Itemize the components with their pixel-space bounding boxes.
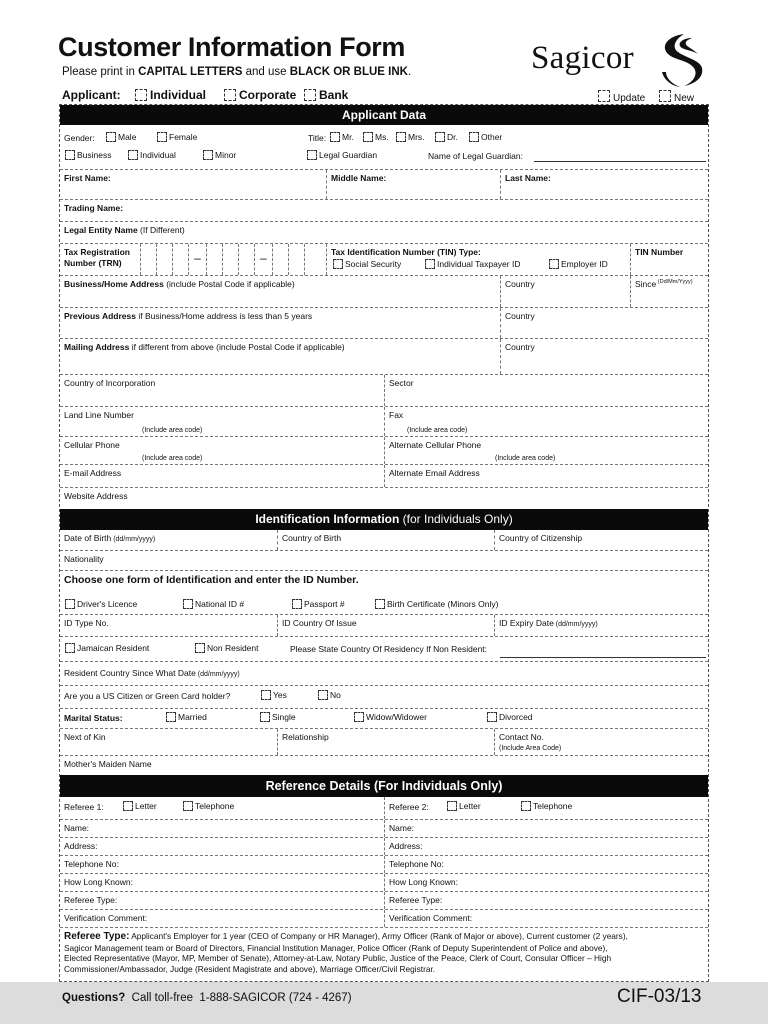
non-resident-option[interactable]: Non Resident — [195, 643, 259, 653]
last-name-field[interactable]: Last Name: — [500, 170, 708, 199]
trn-field[interactable]: Tax Registration Number (TRN) – – — [60, 244, 326, 275]
applicant-type-row — [62, 88, 708, 104]
since-field[interactable]: Since $^{(Dd/Mm/Yyyy)}$ — [630, 276, 708, 307]
id-birth-certificate-option[interactable]: Birth Certificate (Minors Only) — [375, 599, 498, 609]
first-name-field[interactable]: First Name: — [64, 173, 111, 183]
referee-1-telephone-checkbox[interactable] — [183, 801, 193, 811]
title-dr-option[interactable]: Dr. — [435, 132, 458, 142]
tin-social-security-option[interactable]: Social Security — [333, 259, 401, 269]
national-id-checkbox[interactable] — [183, 599, 193, 609]
referee-1-name-field[interactable]: Name: — [64, 823, 90, 833]
dr-checkbox[interactable] — [435, 132, 445, 142]
ms-checkbox[interactable] — [363, 132, 373, 142]
name-row — [60, 169, 708, 199]
update-option[interactable]: Update — [598, 87, 645, 104]
middle-name-field[interactable]: Middle Name: — [326, 170, 500, 199]
referee-1-telephone-option[interactable]: Telephone — [183, 801, 234, 811]
marital-widow-option[interactable]: Widow/Widower — [354, 712, 427, 722]
website-field[interactable]: Website Address — [60, 487, 708, 509]
mailing-address-field[interactable]: Mailing Address if different from above (include Postal Code if applicable) — [64, 342, 345, 352]
applicant-corporate-option[interactable]: Corporate — [224, 88, 296, 102]
referee-1-letter-option[interactable]: Letter — [123, 801, 157, 811]
id-passport-option[interactable]: Passport # — [292, 599, 345, 609]
referee-2-field: Referee 2: Letter Telephone — [384, 797, 708, 819]
sagicor-logo-icon — [654, 32, 706, 88]
marital-divorced-option[interactable]: Divorced — [487, 712, 533, 722]
previous-country-field[interactable]: Country — [500, 308, 708, 338]
type-minor-option[interactable]: Minor — [203, 150, 236, 160]
business-checkbox[interactable] — [65, 150, 75, 160]
referee-1-telephone-field[interactable]: Telephone No: — [64, 859, 119, 869]
form-code: CIF-03/13 — [617, 986, 702, 1007]
referee-2-verification-field[interactable]: Verification Comment: — [384, 910, 708, 927]
referee-1-field: Referee 1: Letter Telephone — [64, 801, 235, 812]
type-business-option[interactable]: Business — [65, 150, 112, 160]
choose-id-heading: Choose one form of Identification and enter the ID Number. — [64, 574, 359, 586]
referee-type-note: Referee Type: Applicant's Employer for 1 year (CEO of Company or HR Manager), Army Officer (Rank of Major or above), Current customer (2 years), Sagicor Management team or Board of Directors, Financial Institution Manager, Police Officer (Rank of Deputy Superintendent of Police and above), Elected Representative (Mayor, MP, Member of Senate), Attorney-at-Law, Notary Public, Justice of the Peace, Clerk of Court, Consular Officer – High Commissioner/Ambassador, Judge (Resident Magistrate and above), Marriage Officer/Civil Registrar. — [60, 927, 708, 981]
residency-row: Jamaican Resident Non Resident Please State Country Of Residency If Non Resident: — [60, 636, 708, 661]
us-citizen-row: Are you a US Citizen or Green Card holder? Yes No — [60, 685, 708, 708]
country-of-residency-field[interactable] — [500, 657, 706, 658]
marital-single-option[interactable]: Single — [260, 712, 296, 722]
resident-since-field[interactable]: Resident Country Since What Date (dd/mm/yyyy) — [60, 661, 708, 685]
alternate-cellular-field[interactable]: Alternate Cellular Phone (Include area code) — [384, 437, 708, 464]
referee-row — [60, 797, 708, 819]
us-citizen-yes-option[interactable]: Yes — [261, 690, 287, 700]
trn-digit-boxes[interactable]: – – — [140, 244, 320, 275]
sagicor-logo-text: Sagicor — [531, 40, 634, 76]
referee-2-how-long-field[interactable]: How Long Known: — [384, 874, 708, 891]
mrs-checkbox[interactable] — [396, 132, 406, 142]
type-individual-option[interactable]: Individual — [128, 150, 176, 160]
relationship-field[interactable]: Relationship — [277, 729, 494, 755]
title-ms-option[interactable]: Ms. — [363, 132, 389, 142]
applicant-label: Applicant: — [62, 88, 121, 102]
update-checkbox[interactable] — [598, 90, 610, 102]
referee-how-long-row — [60, 873, 708, 891]
title-mrs-option[interactable]: Mrs. — [396, 132, 425, 142]
social-security-checkbox[interactable] — [333, 259, 343, 269]
us-citizen-no-option[interactable]: No — [318, 690, 341, 700]
section-applicant-data: Applicant Data — [60, 105, 708, 125]
contact-no-field[interactable]: Contact No. (Include Area Code) — [494, 729, 708, 755]
fax-field[interactable]: Fax (Include area code) — [384, 407, 708, 436]
non-resident-checkbox[interactable] — [195, 643, 205, 653]
new-option[interactable]: New — [659, 87, 694, 104]
form-footer — [0, 982, 768, 1024]
id-details-row — [60, 614, 708, 636]
next-of-kin-row — [60, 728, 708, 755]
referee-name-row — [60, 819, 708, 837]
mothers-maiden-name-field[interactable]: Mother's Maiden Name — [60, 755, 708, 775]
email-field[interactable]: E-mail Address — [64, 468, 122, 478]
married-checkbox[interactable] — [166, 712, 176, 722]
title-mr-option[interactable]: Mr. — [330, 132, 354, 142]
id-country-of-issue-field[interactable]: ID Country Of Issue — [277, 615, 494, 636]
referee-1-verification-field[interactable]: Verification Comment: — [64, 913, 148, 923]
referee-telephone-row — [60, 855, 708, 873]
cellular-phone-field[interactable]: Cellular Phone (Include area code) — [64, 440, 203, 462]
referee-address-row — [60, 837, 708, 855]
employer-id-checkbox[interactable] — [549, 259, 559, 269]
mailing-country-field[interactable]: Country — [500, 339, 708, 374]
customer-information-form — [59, 104, 709, 982]
toll-free-contact: Questions? Call toll-free 1-888-SAGICOR (724 - 4267) — [62, 992, 352, 1004]
cellular-row — [60, 436, 708, 464]
type-legal-guardian-option[interactable]: Legal Guardian — [307, 150, 377, 160]
individual-checkbox[interactable] — [135, 89, 147, 101]
gender-female-option[interactable]: Female — [157, 132, 197, 142]
bank-checkbox[interactable] — [304, 89, 316, 101]
referee-2-name-field[interactable]: Name: — [384, 820, 708, 837]
referee-2-letter-option[interactable]: Letter — [447, 801, 481, 811]
referee-1-address-field[interactable]: Address: — [64, 841, 98, 851]
country-of-citizenship-field[interactable]: Country of Citizenship — [494, 530, 708, 550]
single-checkbox[interactable] — [260, 712, 270, 722]
us-yes-checkbox[interactable] — [261, 690, 271, 700]
business-address-field[interactable]: Business/Home Address (include Postal Code if applicable) — [64, 279, 295, 289]
tax-row — [60, 243, 708, 275]
tin-number-field[interactable]: TIN Number — [630, 244, 708, 275]
referee-1-letter-checkbox[interactable] — [123, 801, 133, 811]
alternate-email-field[interactable]: Alternate Email Address — [384, 465, 708, 487]
male-checkbox[interactable] — [106, 132, 116, 142]
incorporation-row — [60, 374, 708, 406]
referee-2-letter-checkbox[interactable] — [447, 801, 457, 811]
land-line-field[interactable]: Land Line Number (Include area code) — [64, 410, 203, 434]
sector-field[interactable]: Sector — [384, 375, 708, 406]
country-of-birth-field[interactable]: Country of Birth — [277, 530, 494, 550]
mailing-address-row — [60, 338, 708, 374]
referee-2-telephone-option[interactable]: Telephone — [521, 801, 572, 811]
id-type-no-field[interactable]: ID Type No. — [64, 618, 109, 628]
applicant-bank-option[interactable]: Bank — [304, 88, 348, 102]
jamaican-resident-option[interactable]: Jamaican Resident — [65, 643, 149, 653]
previous-address-row — [60, 307, 708, 338]
id-expiry-date-field[interactable]: ID Expiry Date (dd/mm/yyyy) — [494, 615, 708, 636]
jamaican-resident-checkbox[interactable] — [65, 643, 75, 653]
referee-2-address-field[interactable]: Address: — [384, 838, 708, 855]
form-title: Customer Information Form — [58, 32, 406, 62]
id-national-id-option[interactable]: National ID # — [183, 599, 244, 609]
nationality-field[interactable]: Nationality — [60, 550, 708, 570]
referee-1-type-field[interactable]: Referee Type: — [64, 895, 118, 905]
referee-type-row — [60, 891, 708, 909]
date-of-birth-field[interactable]: Date of Birth (dd/mm/yyyy) — [64, 533, 156, 543]
legal-guardian-name-field[interactable] — [534, 161, 706, 162]
next-of-kin-field[interactable]: Next of Kin — [64, 732, 106, 742]
business-country-field[interactable]: Country — [500, 276, 630, 307]
drivers-licence-checkbox[interactable] — [65, 599, 75, 609]
id-choice-row — [60, 570, 708, 614]
applicant-individual-option[interactable]: Individual — [135, 88, 206, 102]
birth-row — [60, 530, 708, 550]
passport-checkbox[interactable] — [292, 599, 302, 609]
other-checkbox[interactable] — [469, 132, 479, 142]
birth-certificate-checkbox[interactable] — [375, 599, 385, 609]
previous-address-field[interactable]: Previous Address if Business/Home address is less than 5 years — [64, 311, 313, 321]
marital-married-option[interactable]: Married — [166, 712, 207, 722]
referee-2-telephone-field[interactable]: Telephone No: — [384, 856, 708, 873]
tin-type-field: Tax Identification Number (TIN) Type: Social Security Individual Taxpayer ID Employer ID — [326, 244, 630, 275]
gender-male-option[interactable]: Male — [106, 132, 136, 142]
referee-2-type-field[interactable]: Referee Type: — [384, 892, 708, 909]
form-instructions: Please print in CAPITAL LETTERS and use BLACK OR BLUE INK. — [62, 66, 412, 78]
mr-checkbox[interactable] — [330, 132, 340, 142]
referee-verification-row — [60, 909, 708, 927]
business-address-row — [60, 275, 708, 307]
referee-2-telephone-checkbox[interactable] — [521, 801, 531, 811]
gender-title-row: Gender: Male Female Title: Mr. Ms. Mrs. Dr. Other Business Individual Minor Legal Guardian Name of Legal Guardian: — [60, 125, 708, 169]
legal-guardian-checkbox[interactable] — [307, 150, 317, 160]
widow-checkbox[interactable] — [354, 712, 364, 722]
trading-name-field[interactable]: Trading Name: — [60, 199, 708, 221]
new-checkbox[interactable] — [659, 90, 671, 102]
section-reference: Reference Details (For Individuals Only) — [60, 775, 708, 797]
tin-individual-taxpayer-option[interactable]: Individual Taxpayer ID — [425, 259, 520, 269]
landline-fax-row — [60, 406, 708, 436]
tin-employer-id-option[interactable]: Employer ID — [549, 259, 608, 269]
divorced-checkbox[interactable] — [487, 712, 497, 722]
country-of-incorporation-field[interactable]: Country of Incorporation — [64, 378, 156, 388]
id-drivers-licence-option[interactable]: Driver's Licence — [65, 599, 137, 609]
referee-1-how-long-field[interactable]: How Long Known: — [64, 877, 133, 887]
female-checkbox[interactable] — [157, 132, 167, 142]
email-row — [60, 464, 708, 487]
us-no-checkbox[interactable] — [318, 690, 328, 700]
minor-checkbox[interactable] — [203, 150, 213, 160]
corporate-checkbox[interactable] — [224, 89, 236, 101]
marital-status-row: Marital Status: Married Single Widow/Widower Divorced — [60, 708, 708, 728]
legal-entity-name-field[interactable]: Legal Entity Name (If Different) — [60, 221, 708, 243]
individual-taxpayer-checkbox[interactable] — [425, 259, 435, 269]
individual-type-checkbox[interactable] — [128, 150, 138, 160]
title-other-option[interactable]: Other — [469, 132, 502, 142]
section-identification: Identification Information (for Individuals Only) — [60, 509, 708, 530]
